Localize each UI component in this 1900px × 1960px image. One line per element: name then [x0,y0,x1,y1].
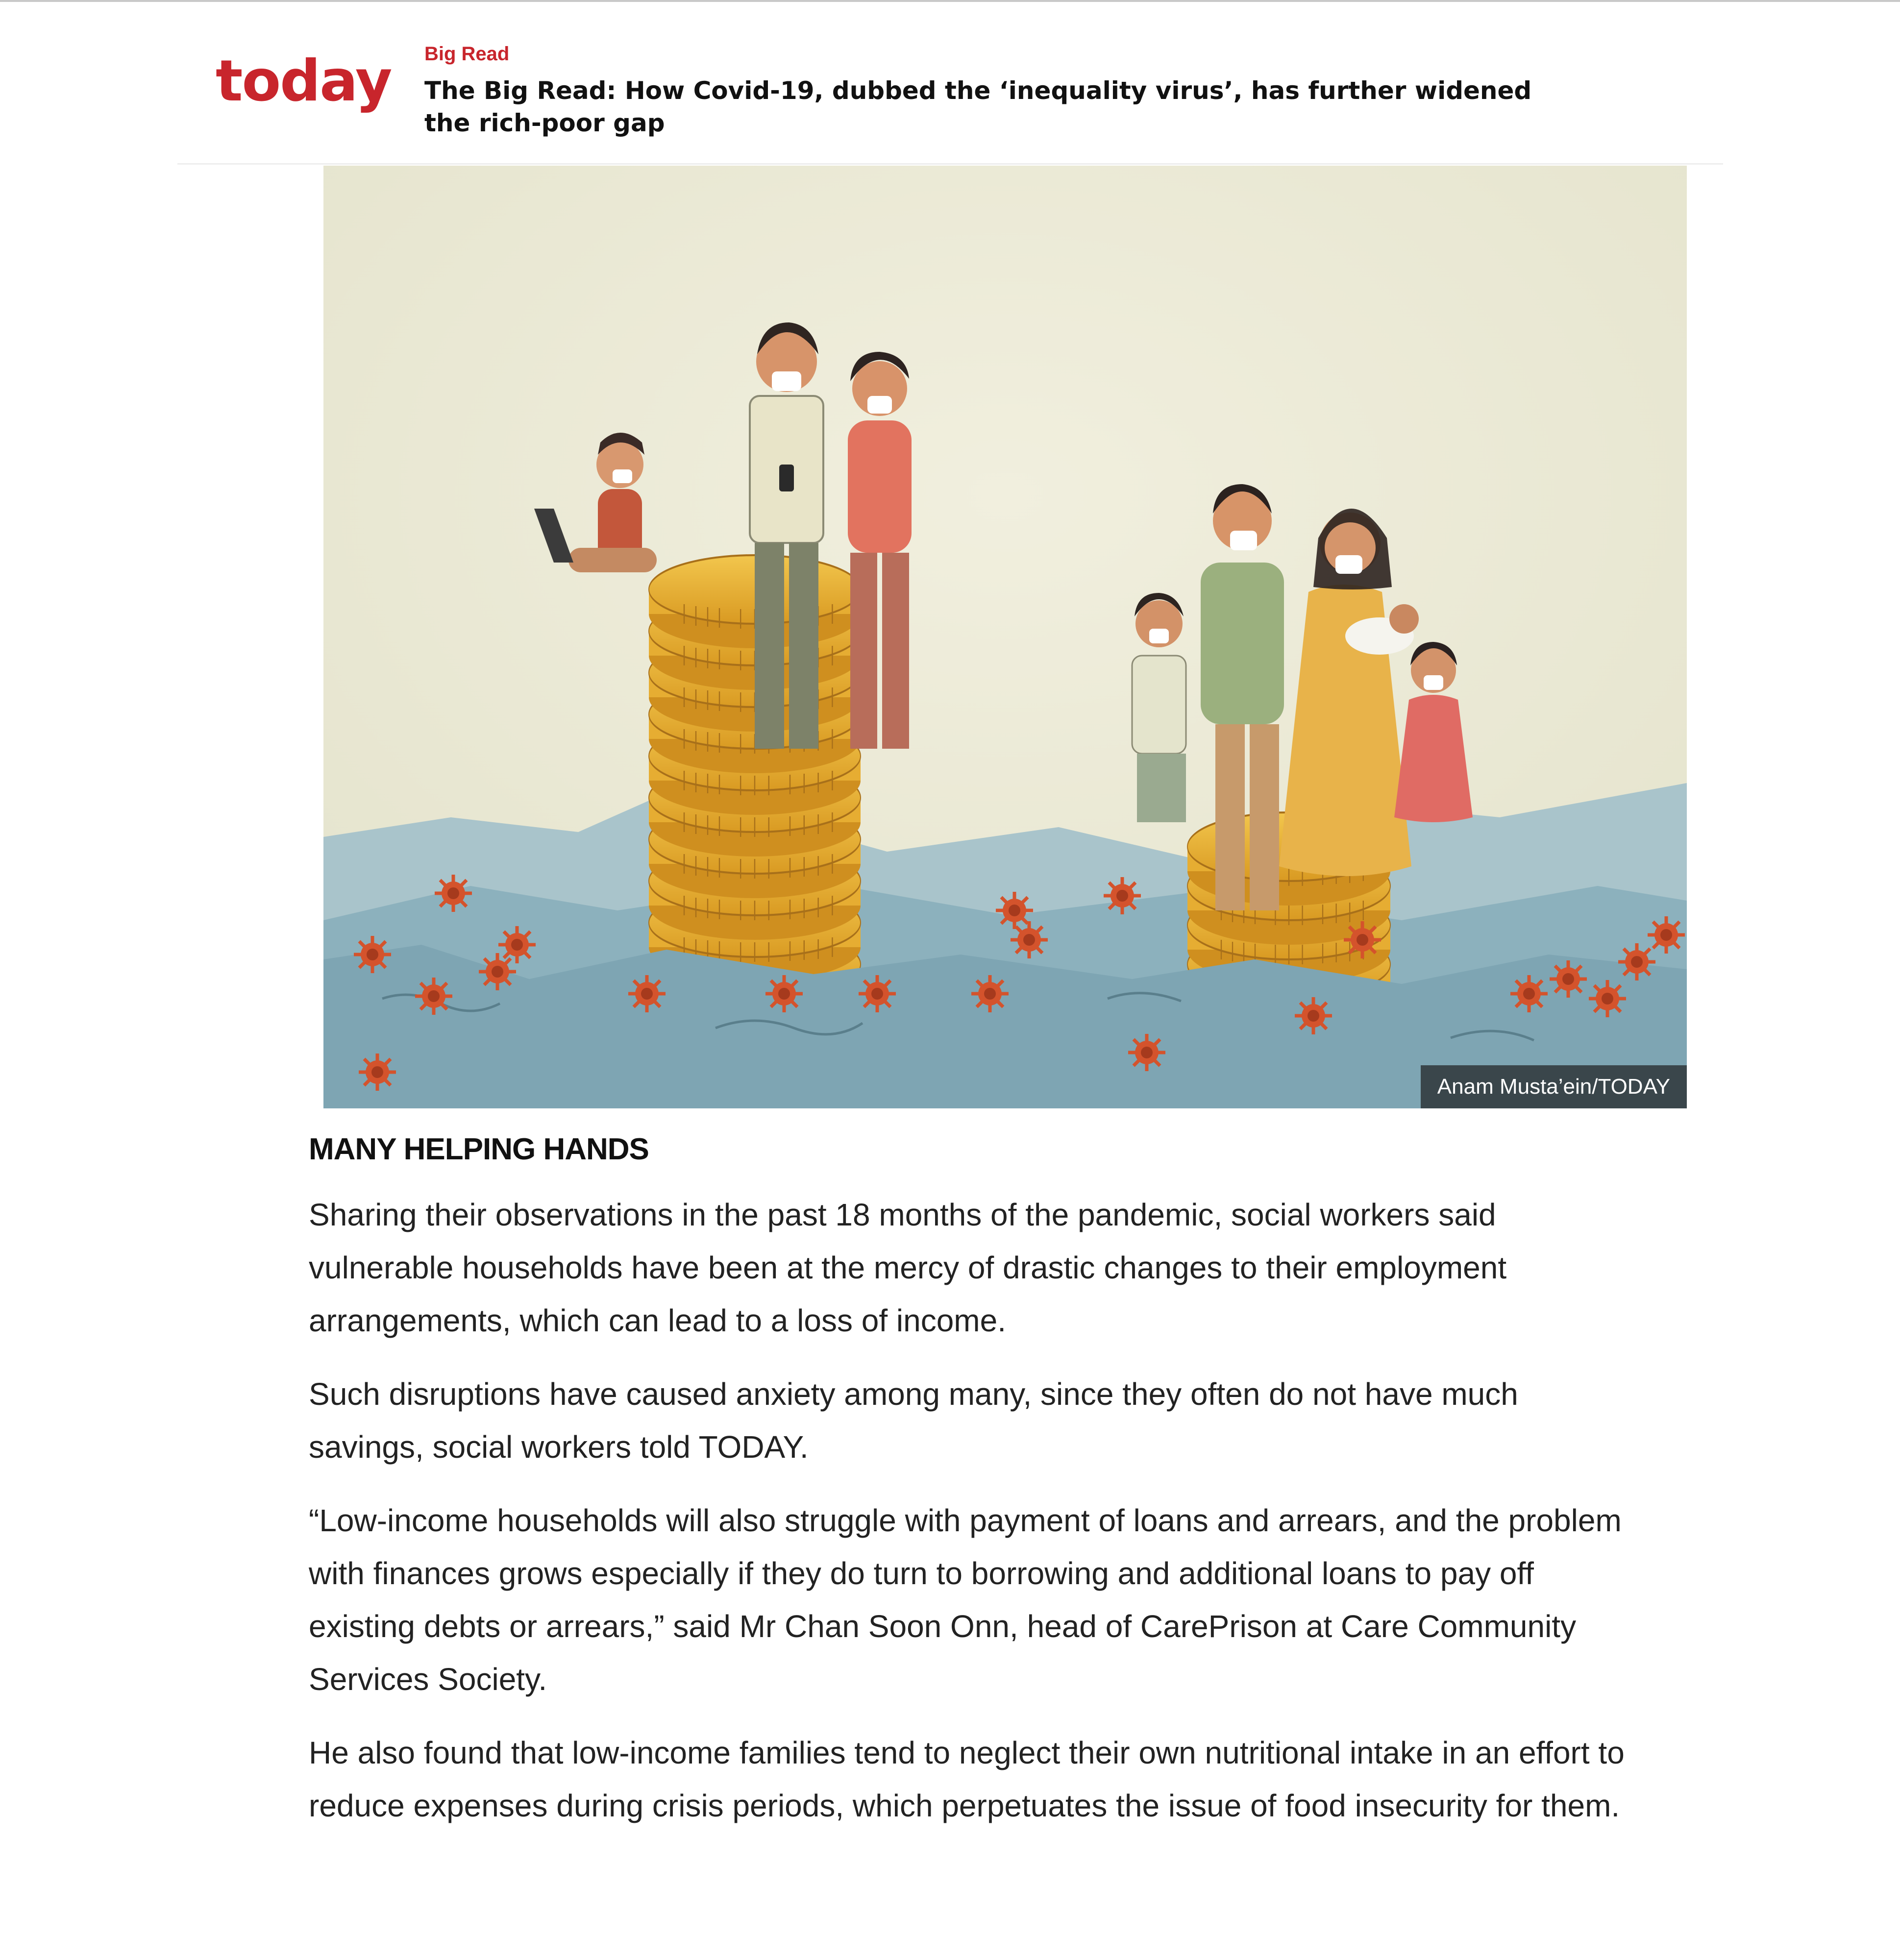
article-paragraph: He also found that low-income families tend to neglect their own nutritional intake in an effort to reduce expenses during crisis periods, which perpetuates the issue of food insecurity for them. [309,1735,1625,1823]
section-subhead: MANY HELPING HANDS [309,1132,649,1166]
article-paragraph: “Low-income households will also struggle with payment of loans and arrears, and the problem with finances grows especially if they do turn to borrowing and additional loans to pay off existing debts or arrears,” said Mr Chan Soon Onn, head of CarePrison at Care Community Services Society. [309,1503,1622,1697]
article-illustration [323,166,1687,1108]
section-kicker[interactable]: Big Read [424,43,510,65]
article-paragraph: Sharing their observations in the past 18 months of the pandemic, social workers said vulnerable households have been at the mercy of drastic changes to their employment arrangements, which can lead to a loss of income. [309,1197,1507,1338]
today-logo[interactable]: today [216,48,392,114]
site-header [0,0,1900,164]
illustration-coins-families [323,166,1687,1108]
article-headline: The Big Read: How Covid-19, dubbed the ‘inequality virus’, has further widened the rich-poor gap [424,76,1532,137]
header-divider [177,163,1723,165]
photo-credit: Anam Musta’ein/TODAY [1421,1065,1687,1108]
article-paragraph: Such disruptions have caused anxiety among many, since they often do not have much savings, social workers told TODAY. [309,1376,1518,1465]
article-body [309,1132,1632,1853]
